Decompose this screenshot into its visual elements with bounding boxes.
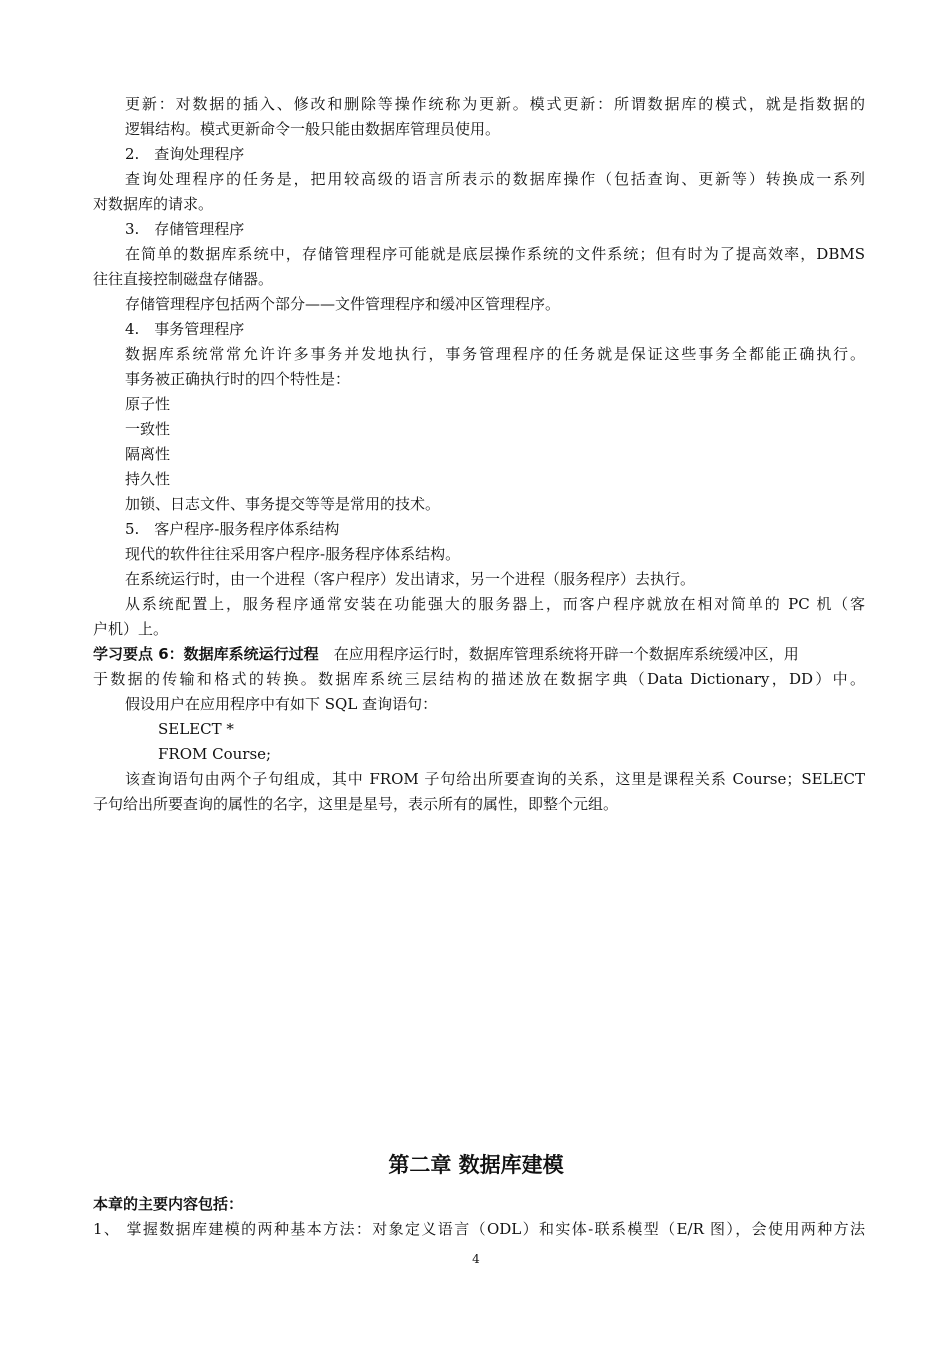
text-line: 子句给出所要查询的属性的名字，这里是星号，表示所有的属性，即整个元组。 <box>93 795 619 813</box>
text-line: 从系统配置上，服务程序通常安装在功能强大的服务器上，而客户程序就放在相对简单的 PC 机（客 <box>125 595 865 613</box>
text-line: 更新：对数据的插入、修改和删除等操作统称为更新。模式更新：所谓数据库的模式，就是指数据的 <box>125 95 865 113</box>
summary-heading: 本章的主要内容包括： <box>93 1195 244 1213</box>
text-line: 加锁、日志文件、事务提交等等是常用的技术。 <box>125 495 441 513</box>
section-heading: 5. 客户程序-服务程序体系结构 <box>125 520 340 538</box>
sql-code-line: SELECT * <box>158 720 234 738</box>
key-point-text: 在应用程序运行时，数据库管理系统将开辟一个数据库系统缓冲区，用 <box>333 645 799 663</box>
text-line: 对数据库的请求。 <box>93 195 214 213</box>
key-point-line <box>93 644 799 664</box>
section-heading: 3. 存储管理程序 <box>125 220 245 238</box>
text-line: 数据库系统常常允许许多事务并发地执行，事务管理程序的任务就是保证这些事务全都能正确执行。 <box>125 345 865 363</box>
text-line: 在系统运行时，由一个进程（客户程序）发出请求，另一个进程（服务程序）去执行。 <box>125 570 696 588</box>
sql-code-line: FROM Course; <box>158 745 272 763</box>
key-point-label: 学习要点 6：数据库系统运行过程 <box>93 645 319 663</box>
text-line: 查询处理程序的任务是，把用较高级的语言所表示的数据库操作（包括查询、更新等）转换成一系列 <box>125 170 865 188</box>
text-line: 户机）上。 <box>93 620 169 638</box>
page-number: 4 <box>472 1252 480 1266</box>
list-item: 持久性 <box>125 470 171 488</box>
text-line: 往往直接控制磁盘存储器。 <box>93 270 274 288</box>
section-heading: 2. 查询处理程序 <box>125 145 245 163</box>
section-heading: 4. 事务管理程序 <box>125 320 245 338</box>
list-item: 隔离性 <box>125 445 171 463</box>
list-item: 原子性 <box>125 395 171 413</box>
text-line: 假设用户在应用程序中有如下 SQL 查询语句： <box>125 695 438 713</box>
list-item: 一致性 <box>125 420 171 438</box>
text-line: 逻辑结构。模式更新命令一般只能由数据库管理员使用。 <box>125 120 501 138</box>
chapter-title: 第二章 数据库建模 <box>388 1153 564 1177</box>
text-line: 在简单的数据库系统中，存储管理程序可能就是底层操作系统的文件系统；但有时为了提高效率，DBMS <box>125 245 865 263</box>
text-line: 于数据的传输和格式的转换。数据库系统三层结构的描述放在数据字典（Data Dictionary，DD）中。 <box>93 670 865 688</box>
summary-item: 1、 掌握数据库建模的两种基本方法：对象定义语言（ODL）和实体-联系模型（E/R 图），会使用两种方法 <box>93 1220 865 1238</box>
text-line: 现代的软件往往采用客户程序-服务程序体系结构。 <box>125 545 461 563</box>
text-line: 存储管理程序包括两个部分——文件管理程序和缓冲区管理程序。 <box>125 295 561 313</box>
text-line: 该查询语句由两个子句组成，其中 FROM 子句给出所要查询的关系，这里是课程关系 Course；SELECT <box>125 770 865 788</box>
text-line: 事务被正确执行时的四个特性是： <box>125 370 351 388</box>
